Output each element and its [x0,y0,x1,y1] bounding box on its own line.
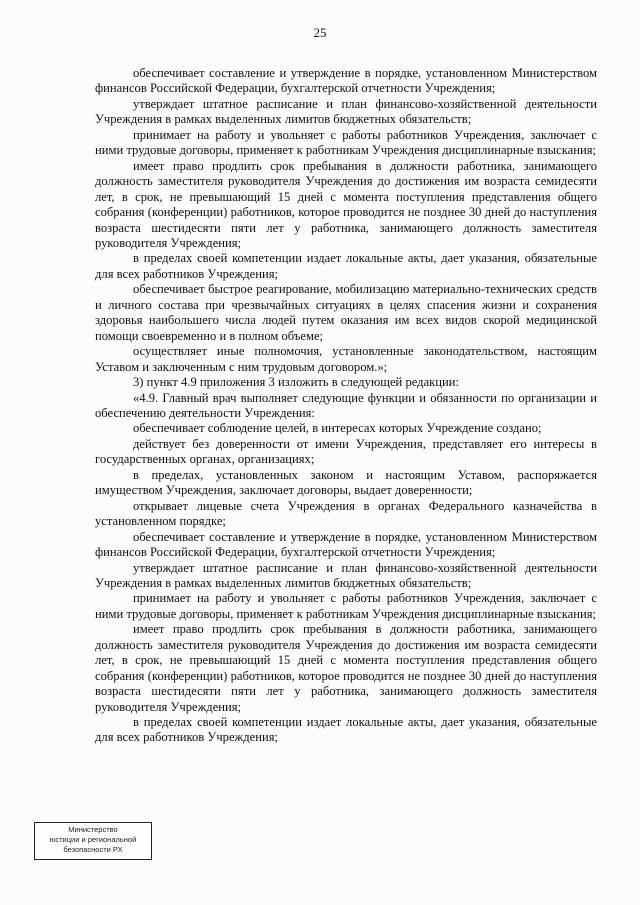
paragraph: осуществляет иные полномочия, установленные законодательством, настоящим Уставом и заключенным с ним трудовым договором.»; [95,344,597,374]
paragraph: утверждает штатное расписание и план финансово-хозяйственной деятельности Учреждения в рамках выделенных лимитов бюджетных обязательств; [95,96,597,127]
page-number: 25 [313,25,327,40]
paragraph: открывает лицевые счета Учреждения в органах Федерального казначейства в установленном порядке; [95,498,597,529]
paragraph: обеспечивает соблюдение целей, в интересах которых Учреждение создано; [133,421,542,436]
stamp-line: юстиции и региональной [49,835,137,844]
ministry-stamp [34,822,152,860]
paragraph: обеспечивает составление и утверждение в порядке, установленном Министерством финансов Российской Федерации, бухгалтерской отчетности Учреждения; [95,66,597,96]
paragraph: действует без доверенности от имени Учреждения, представляет его интересы в государственных органах, организациях; [95,436,597,467]
paragraph: утверждает штатное расписание и план финансово-хозяйственной деятельности Учреждения в рамках выделенных лимитов бюджетных обязательств; [95,560,597,590]
paragraph: имеет право продлить срок пребывания в должности работника, занимающего должность заместителя руководителя Учреждения до достижения им возраста семидесяти лет, в срок, не превышающий 15 дней с момента поступления представления общего собрания (конференции) работников, которое проводится не позднее 30 дней до наступления возраста шестидесяти пяти лет у работника, занимающего должность заместителя руководителя Учреждения; [95,158,597,250]
stamp-line: безопасности РХ [63,845,123,854]
paragraph: «4.9. Главный врач выполняет следующие функции и обязанности по организации и обеспечению деятельности Учреждения: [95,390,597,420]
paragraph: принимает на работу и увольняет с работы работников Учреждения, заключает с ними трудовые договоры, применяет к работникам Учреждения дисциплинарные взыскания; [95,591,597,621]
paragraph: имеет право продлить срок пребывания в должности работника, занимающего должность заместителя руководителя Учреждения до достижения им возраста семидесяти лет, в срок, не превышающий 15 дней с момента поступления представления общего собрания (конференции) работников, которое проводится не позднее 30 дней до наступления возраста шестидесяти пяти лет у работника, занимающего должность заместителя руководителя Учреждения; [95,622,597,714]
paragraph: 3) пункт 4.9 приложения 3 изложить в следующей редакции: [133,375,459,390]
paragraph: обеспечивает быстрое реагирование, мобилизацию материально-технических средств и личного состава при чрезвычайных ситуациях в целях спасения жизни и сохранения здоровья наибольшего числа людей путем оказания им всех видов скорой медицинской помощи своевременно и в полном объеме; [95,282,597,343]
paragraph: принимает на работу и увольняет с работы работников Учреждения, заключает с ними трудовые договоры, применяет к работникам Учреждения дисциплинарные взыскания; [95,127,597,158]
document-body [95,66,597,746]
paragraph: в пределах своей компетенции издает локальные акты, дает указания, обязательные для всех работников Учреждения; [95,251,597,281]
paragraph: в пределах своей компетенции издает локальные акты, дает указания, обязательные для всех работников Учреждения; [95,715,597,745]
paragraph: обеспечивает составление и утверждение в порядке, установленном Министерством финансов Российской Федерации, бухгалтерской отчетности Учреждения; [95,529,597,560]
paragraph: в пределах, установленных законом и настоящим Уставом, распоряжается имуществом Учреждения, заключает договоры, выдает доверенности; [95,467,597,498]
stamp-line: Министерство [68,825,118,834]
